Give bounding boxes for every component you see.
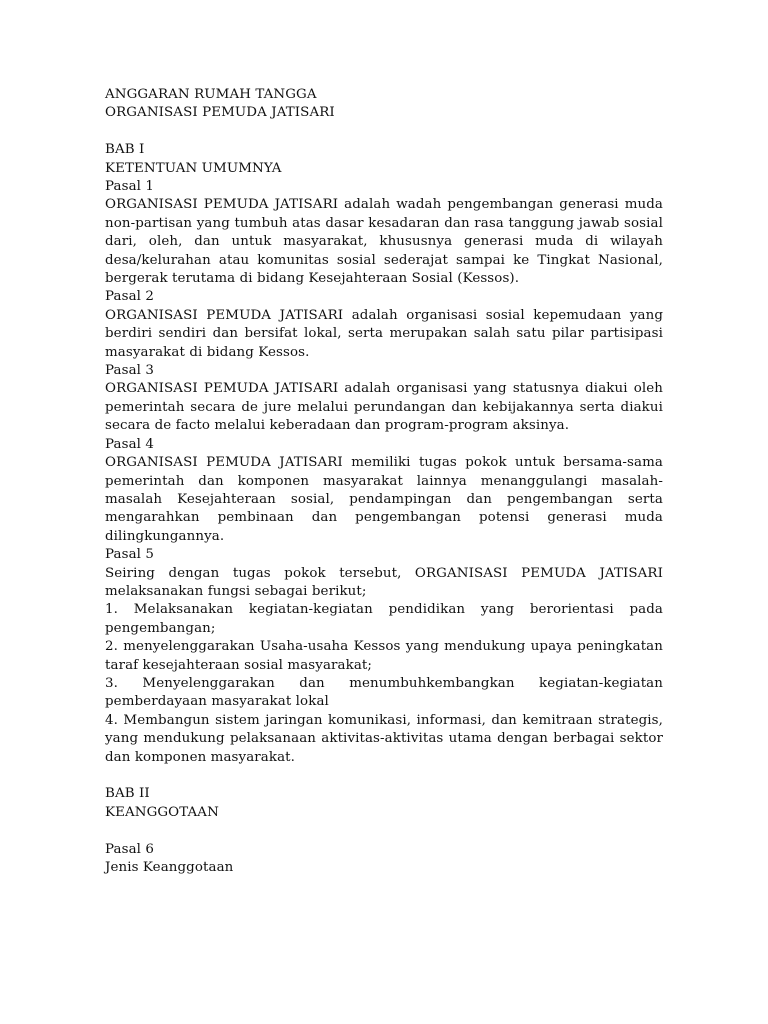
pasal-5-item: 3. Menyelenggarakan dan menumbuhkembangkan kegiatan-kegiatan pemberdayaan masyarakat lokal (105, 675, 663, 710)
bab-1-label: BAB I (105, 142, 145, 158)
pasal-2-label: Pasal 2 (105, 289, 155, 305)
pasal-3-text: ORGANISASI PEMUDA JATISARI adalah organisasi yang statusnya diakui oleh pemerintah secara de jure melalui perundangan dan kebijakannya serta diakui secara de facto melalui keberadaan dan program-program aksinya. (105, 381, 663, 434)
pasal-5-item: 2. menyelenggarakan Usaha-usaha Kessos yang mendukung upaya peningkatan taraf kesejahteraan sosial masyarakat; (105, 639, 663, 673)
spacer (105, 822, 663, 840)
pasal-1-label: Pasal 1 (105, 179, 155, 195)
document-title-line-2: ORGANISASI PEMUDA JATISARI (105, 105, 335, 121)
bab-2-heading: KEANGGOTAAN (105, 804, 219, 820)
document-page (105, 86, 663, 877)
pasal-5-item: 4. Membangun sistem jaringan komunikasi, informasi, dan kemitraan strategis, yang mendukung pelaksanaan aktivitas-aktivitas utama dengan berbagai sektor dan komponen masyarakat. (105, 712, 663, 765)
pasal-4-label: Pasal 4 (105, 436, 155, 452)
pasal-1-text: ORGANISASI PEMUDA JATISARI adalah wadah pengembangan generasi muda non-partisan yang tumbuh atas dasar kesadaran dan rasa tanggung jawab sosial dari, oleh, dan untuk masyarakat, khususnya generasi muda di wilayah desa/kelurahan atau komunitas sosial sederajat sampai ke Tingkat Nasional, bergerak terutama di bidang Kesejahteraan Sosial (Kessos). (105, 197, 663, 287)
pasal-2-text: ORGANISASI PEMUDA JATISARI adalah organisasi sosial kepemudaan yang berdiri sendiri dan bersifat lokal, serta merupakan salah satu pilar partisipasi masyarakat di bidang Kessos. (105, 307, 663, 360)
spacer (105, 767, 663, 785)
pasal-5-item: 1. Melaksanakan kegiatan-kegiatan pendidikan yang berorientasi pada pengembangan; (105, 602, 663, 636)
bab-2-label: BAB II (105, 786, 150, 802)
pasal-6-label: Pasal 6 (105, 841, 155, 857)
bab-1-heading: KETENTUAN UMUMNYA (105, 160, 282, 176)
pasal-5-intro: Seiring dengan tugas pokok tersebut, ORGANISASI PEMUDA JATISARI melaksanakan fungsi sebagai berikut; (105, 565, 663, 599)
document-title-line-1: ANGGARAN RUMAH TANGGA (105, 87, 317, 102)
pasal-6-heading: Jenis Keanggotaan (105, 860, 234, 876)
pasal-5-label: Pasal 5 (105, 547, 155, 563)
pasal-3-label: Pasal 3 (105, 363, 155, 379)
pasal-4-text: ORGANISASI PEMUDA JATISARI memiliki tugas pokok untuk bersama-sama pemerintah dan komponen masyarakat lainnya menanggulangi masalah-masalah Kesejahteraan sosial, pendampingan dan pengembangan serta mengarahkan pembinaan dan pengembangan potensi generasi muda dilingkungannya. (105, 455, 663, 544)
spacer (105, 123, 663, 141)
